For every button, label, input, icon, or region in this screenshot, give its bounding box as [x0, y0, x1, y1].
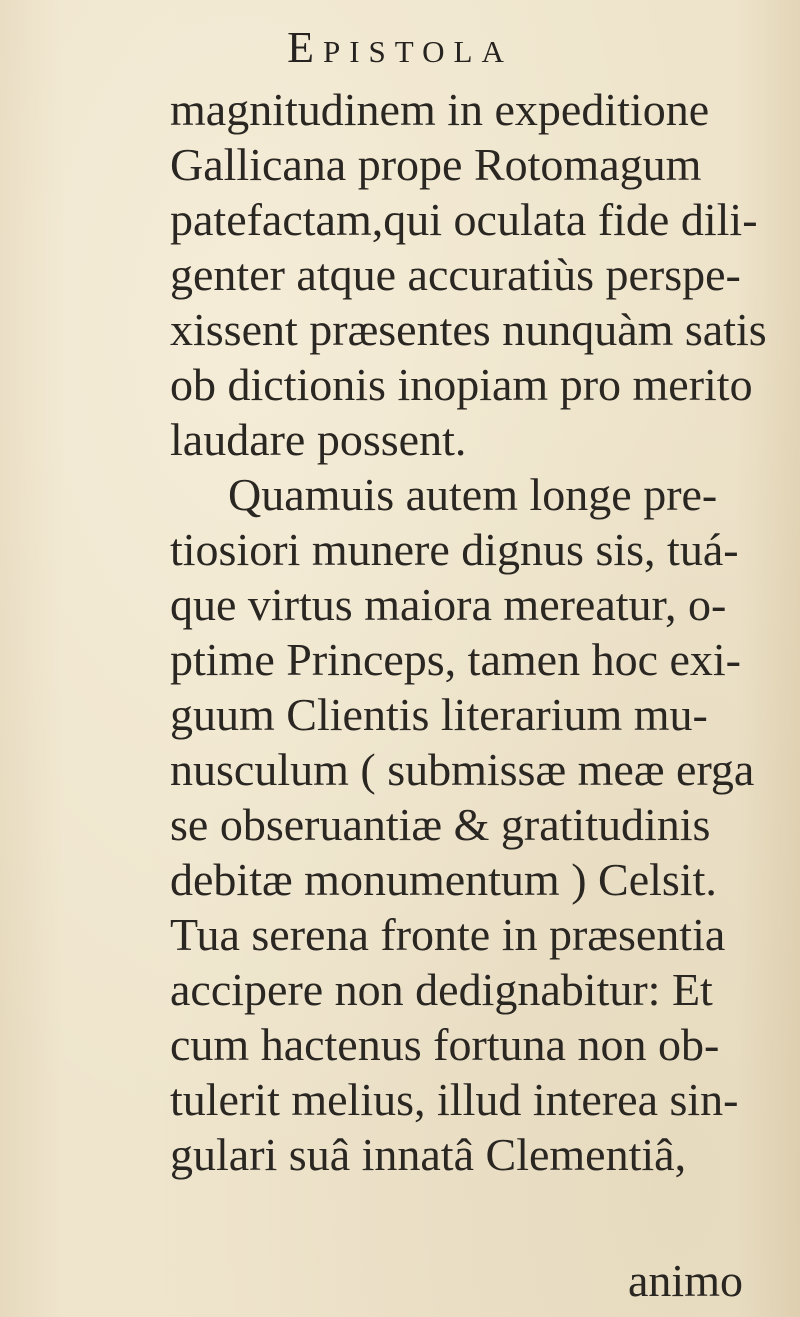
text-line: laudare possent. — [170, 414, 467, 465]
text-line: patefactam,qui oculata fide dili- — [170, 194, 758, 245]
text-line: Tua serena fronte in præsentia — [170, 909, 726, 960]
text-line: tulerit melius, illud interea sin- — [170, 1074, 739, 1125]
text-line: ptime Princeps, tamen hoc exi- — [170, 634, 742, 685]
text-line: cum hactenus fortuna non ob- — [170, 1019, 720, 1070]
text-line: ob dictionis inopiam pro merito — [170, 359, 753, 410]
text-line: nusculum ( submissæ meæ erga — [170, 744, 755, 795]
text-line: tiosiori munere dignus sis, tuá- — [170, 524, 739, 575]
text-line: accipere non dedignabitur: Et — [170, 964, 713, 1015]
text-line: gulari suâ innatâ Clementiâ, — [170, 1129, 687, 1180]
catchword: animo — [628, 1255, 743, 1306]
text-line: que virtus maiora mereatur, o- — [170, 579, 727, 630]
text-line: magnitudinem in expeditione — [170, 84, 710, 135]
text-line: debitæ monumentum ) Celsit. — [170, 854, 717, 905]
running-title: Epistola — [287, 23, 513, 72]
text-line: guum Clientis literarium mu- — [170, 689, 708, 740]
paragraph-start-line: Quamuis autem longe pre- — [228, 469, 718, 520]
text-line: xissent præsentes nunquàm satis — [170, 304, 767, 355]
text-line: genter atque accuratiùs perspe- — [170, 249, 741, 300]
text-line: se obseruantiæ & gratitudinis — [170, 799, 711, 850]
text-line: Gallicana prope Rotomagum — [170, 139, 702, 190]
body-text — [170, 82, 770, 1182]
